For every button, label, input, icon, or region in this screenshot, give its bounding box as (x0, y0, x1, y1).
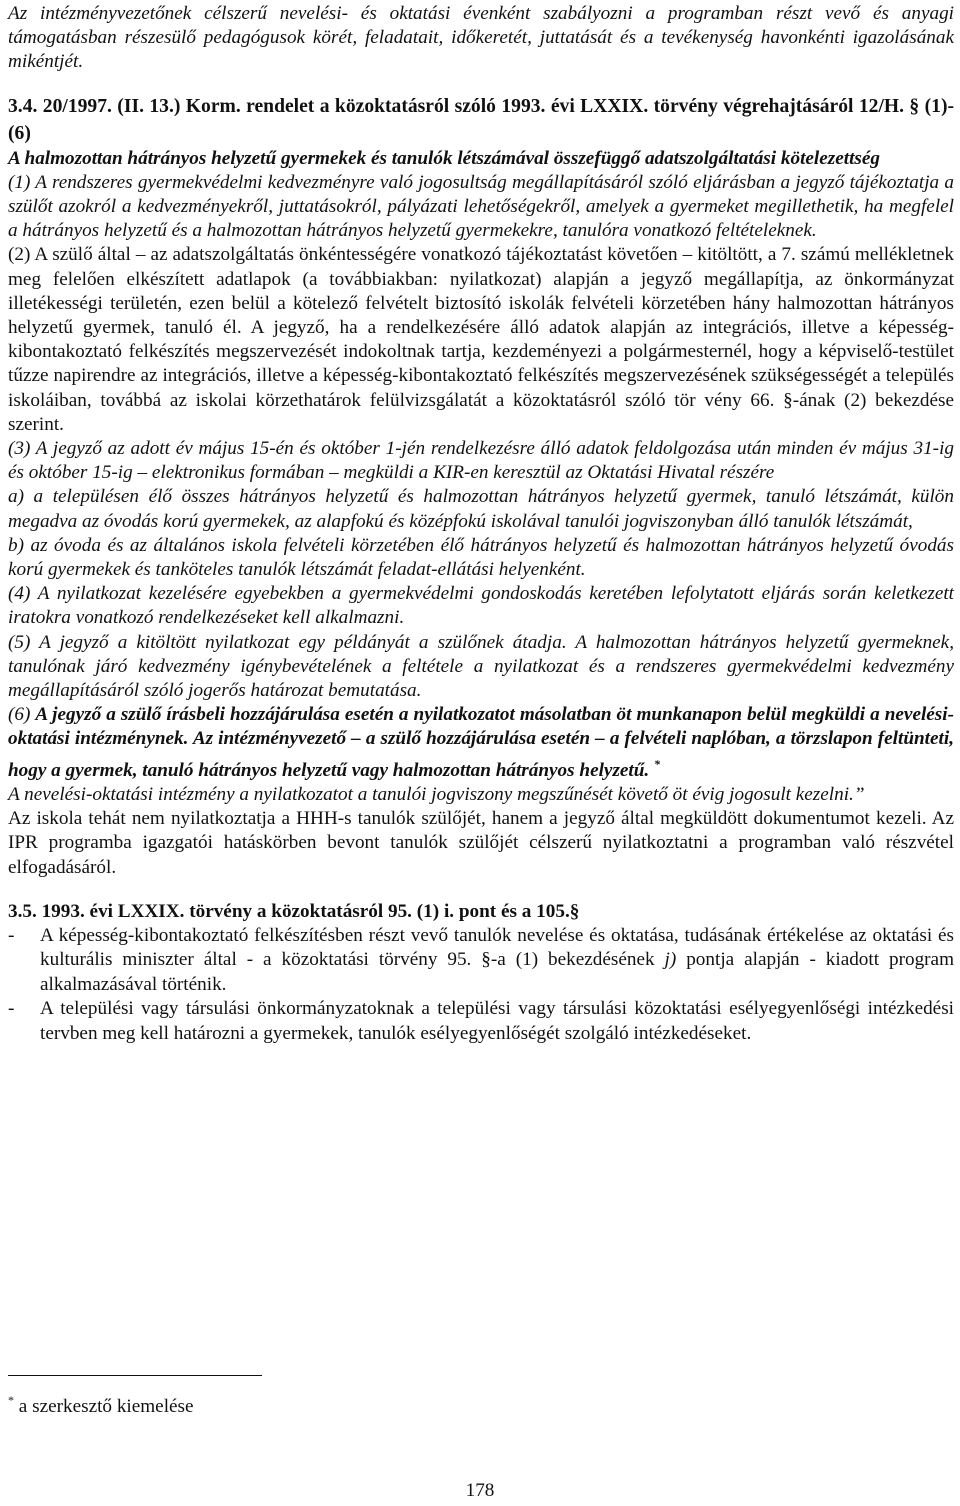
paragraph-6 (8, 703, 954, 783)
intro-paragraph: Az intézményvezetőnek célszerű nevelési- és oktatási évenként szabályozni a programban részt vevő és anyagi támogatásban részesülő pedagógusok körét, feladatait, időkeretét, juttatását és a tevékenység havonkénti igazolásának mikéntjét. (8, 3, 954, 73)
list-item: - A képesség-kibontakoztató felkészítésben részt vevő tanulók nevelése és oktatása, tudásának értékelése az oktatási és kulturális miniszter által - a közoktatási törvény 95. §-a (1) bekezdésének j) pontja alapján - kiadott program alkalmazásával történik. (8, 924, 954, 995)
editorial-note: Az iskola tehát nem nyilatkoztatja a HHH-s tanulók szülőjét, hanem a jegyző által megküldött dokumentumot kezeli. Az IPR programba igazgatói hatáskörben bevont tanulók szülőjét célszerű nyilatkoztatni a programban való részvétel elfogadásáról. (8, 808, 954, 878)
paragraph-1: (1) A rendszeres gyermekvédelmi kedvezményre való jogosultság megállapításáról szóló eljárásban a jegyző tájékoztatja a szülőt azokról a kedvezményekről, juttatásokról, pályázati lehetőségekről, amelyek a gyermeket megillethetik, ha megfelel a hátrányos helyzetű és a halmozottan hátrányos helyzetű gyermekekre, tanulóra vonatkozó feltételeknek. (8, 171, 954, 242)
footnote-mark: * (8, 1393, 14, 1407)
paragraph-3b: b) az óvoda és az általános iskola felvételi körzetében élő hátrányos helyzetű és halmozottan hátrányos helyzetű óvodás korú gyermekek és tanköteles tanulók létszámát feladat-ellátási helyenként. (8, 534, 954, 581)
section-3-5-heading: 3.5. 1993. évi LXXIX. törvény a közoktatásról 95. (1) i. pont és a 105.§ (8, 900, 580, 922)
paragraph-6-bold: A jegyző a szülő írásbeli hozzájárulása esetén a nyilatkozatot másolatban öt munkanapon belül megküldi a nevelési-oktatási intézménynek. Az intézményvezető – a szülő hozzájárulása esetén – a felvételi naplóban, a törzslapon feltünteti, hogy a gyermek, tanuló hátrányos helyzetű vagy halmozottan hátrányos helyzetű. (8, 704, 954, 781)
document-page (8, 2, 954, 1046)
footnote (8, 1388, 194, 1419)
dash-bullet: - (8, 998, 15, 1020)
section-3-4-heading: 3.4. 20/1997. (II. 13.) Korm. rendelet a közoktatásról szóló 1993. évi LXXIX. törvény végrehajtásáról 12/H. § (1)-(6) (8, 95, 954, 144)
paragraph-3: (3) A jegyző az adott év május 15-én és október 1-jén rendelkezésre álló adatok feldolgozása után minden év május 31-ig és október 15-ig – elektronikus formában – megküldi a KIR-en keresztül az Oktatási Hivatal részére (8, 438, 954, 484)
list-item: - A települési vagy társulási önkormányzatoknak a települési vagy társulási közoktatási esélyegyenlőségi intézkedési tervben meg kell határozni a gyermekek, tanulók esélyegyenlőségét szolgáló intézkedéseket. (8, 998, 954, 1044)
paragraph-4: (4) A nyilatkozat kezelésére egyebekben a gyermekvédelmi gondoskodás keretében lefolytatott eljárás során keletkezett iratokra vonatkozó rendelkezéseket kell alkalmazni. (8, 583, 954, 629)
paragraph-5: (5) A jegyző a kitöltött nyilatkozat egy példányát a szülőnek átadja. A halmozottan hátrányos helyzetű gyermeknek, tanulónak járó kedvezmény igénybevételének a feltétele a nyilatkozat és a rendszeres gyermekvédelmi kedvezmény megállapításáról szóló jogerős határozat bemutatása. (8, 631, 954, 702)
paragraph-2: (2) A szülő által – az adatszolgáltatás önkéntességére vonatkozó tájékoztatást követően – kitöltött, a 7. számú mellékletnek meg felelően elkészített adatlapok (a továbbiakban: nyilatkozat) alapján a jegyző megállapítja, az önkormányzat illetékességi területén, ezen belül a kötelező felvételt biztosító iskolák felvételi körzetében hány halmozottan hátrányos helyzetű gyermek, tanuló él. A jegyző, ha a rendelkezésére álló adatok alapján az integrációs, illetve a képesség-kibontakoztató felkészítés megszervezését indokoltnak tartja, kezdeményezi a polgármesternél, hogy a képviselő-testület tűzze napirendre az integrációs, illetve a képesség-kibontakoztató felkészítés megszervezésének szükségességét a település iskoláiban, továbbá az iskolai körzethatárok felülvizsgálatát a közoktatásról szóló tör vény 66. §-ának (2) bekezdése szerint. (8, 244, 954, 435)
paragraph-7: A nevelési-oktatási intézmény a nyilatkozatot a tanulói jogviszony megszűnését követő öt évig jogosult kezelni.” (8, 783, 865, 805)
section-3-5-list (8, 924, 954, 1047)
page-number: 178 (465, 1480, 495, 1501)
section-3-4-subheading: A halmozottan hátrányos helyzetű gyermekek és tanulók létszámával összefüggő adatszolgáltatási kötelezettség (8, 147, 880, 169)
dash-bullet: - (8, 924, 15, 946)
footnote-reference: * (654, 756, 661, 771)
paragraph-6-prefix: (6) (8, 704, 36, 726)
footnote-divider (8, 1375, 262, 1376)
paragraph-3a: a) a településen élő összes hátrányos helyzetű és halmozottan hátrányos helyzetű gyermek, tanuló létszámát, külön megadva az óvodás korú gyermekek, az alapfokú és középfokú iskolával tanulói jogviszonyban álló tanulók létszámát, (8, 486, 954, 532)
footnote-text: a szerkesztő kiemelése (14, 1396, 194, 1417)
